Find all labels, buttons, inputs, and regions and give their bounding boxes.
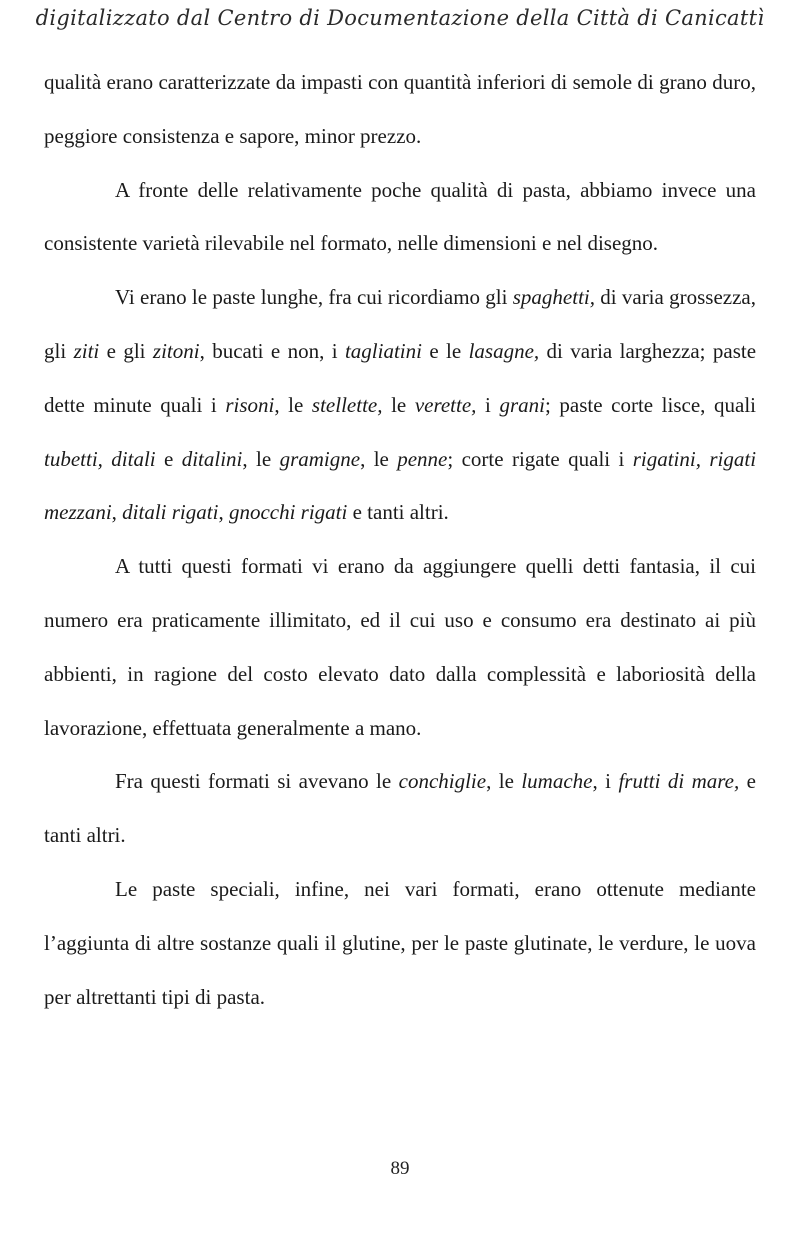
italic-term: lumache [521,769,593,794]
italic-term: gramigne [279,446,361,471]
text-run: qualità erano caratterizzate da impasti con quantità inferiori di semole di grano duro, peggiore consistenza e sapore, minor prezzo. [44,70,756,148]
digitization-watermark: digitalizzato dal Centro di Documentazione della Città di Canicattì [35,6,765,30]
italic-term: lasagne, [468,338,540,363]
italic-term: tubetti, ditali [44,446,156,471]
body-text [44,56,756,1024]
italic-term: stellette, [311,392,383,417]
italic-term: rigatini, rigati mezzani [44,446,757,525]
italic-term: tagliatini [344,338,422,363]
italic-term: frutti di mare, [618,769,740,794]
text-run: e [155,446,182,471]
italic-term: ditali rigati [122,500,219,525]
text-run: di varia grossezza, gli [44,285,756,363]
italic-term: ziti [73,338,100,363]
text-run: e tanti altri. [44,769,757,848]
italic-term: spaghetti, [512,285,595,310]
text-run: Le paste speciali, infine, nei vari formati, erano ottenute mediante l’aggiunta di altre sostanze quali il glutine, per le paste glutinate, le verdure, le uova per altrettanti tipi di pasta. [44,876,756,1009]
italic-term: ditalini [181,446,243,471]
paragraph [44,164,756,272]
text-run: , le [486,769,522,794]
italic-term: grani [499,392,545,417]
paragraph [44,56,756,164]
text-run: , le [360,446,398,471]
text-run: , bucati e non, i [199,338,345,363]
text-run: e le [421,338,469,363]
text-run: ; paste corte lisce, quali [544,392,756,417]
text-run: e gli [99,338,153,363]
paragraph [44,863,756,1024]
text-run: ; corte rigate quali i [447,446,633,471]
text-run: di varia larghezza; paste dette minute quali i [44,338,757,417]
paragraph [44,755,756,863]
text-run: e tanti altri. [347,500,449,525]
text-run: , [111,500,123,525]
text-run: i [476,392,500,417]
page-number: 89 [390,1158,410,1179]
text-run: le [382,392,415,417]
italic-term: conchiglie [398,769,487,794]
text-run: Fra questi formati si avevano le [115,769,399,794]
text-run: , le [274,392,312,417]
italic-term: zitoni [152,338,200,363]
italic-term: penne [397,446,448,471]
text-run: , le [242,446,280,471]
text-run: A tutti questi formati vi erano da aggiungere quelli detti fantasia, il cui numero era praticamente illimitato, ed il cui uso e consumo era destinato ai più abbienti, in ragione del costo elevato dato dalla complessità e laboriosità della lavorazione, effettuata generalmente a mano. [44,554,756,740]
text-run: , [218,500,229,525]
paragraph [44,540,756,755]
text-run: Vi erano le paste lunghe, fra cui ricordiamo gli [115,285,513,310]
italic-term: gnocchi rigati [228,500,348,525]
italic-term: risoni [225,392,275,417]
text-run: , i [592,769,619,794]
text-run: A fronte delle relativamente poche qualità di pasta, abbiamo invece una consistente varietà rilevabile nel formato, nelle dimensioni e nel disegno. [44,177,756,256]
paragraph [44,271,756,540]
italic-term: verette, [414,392,477,417]
